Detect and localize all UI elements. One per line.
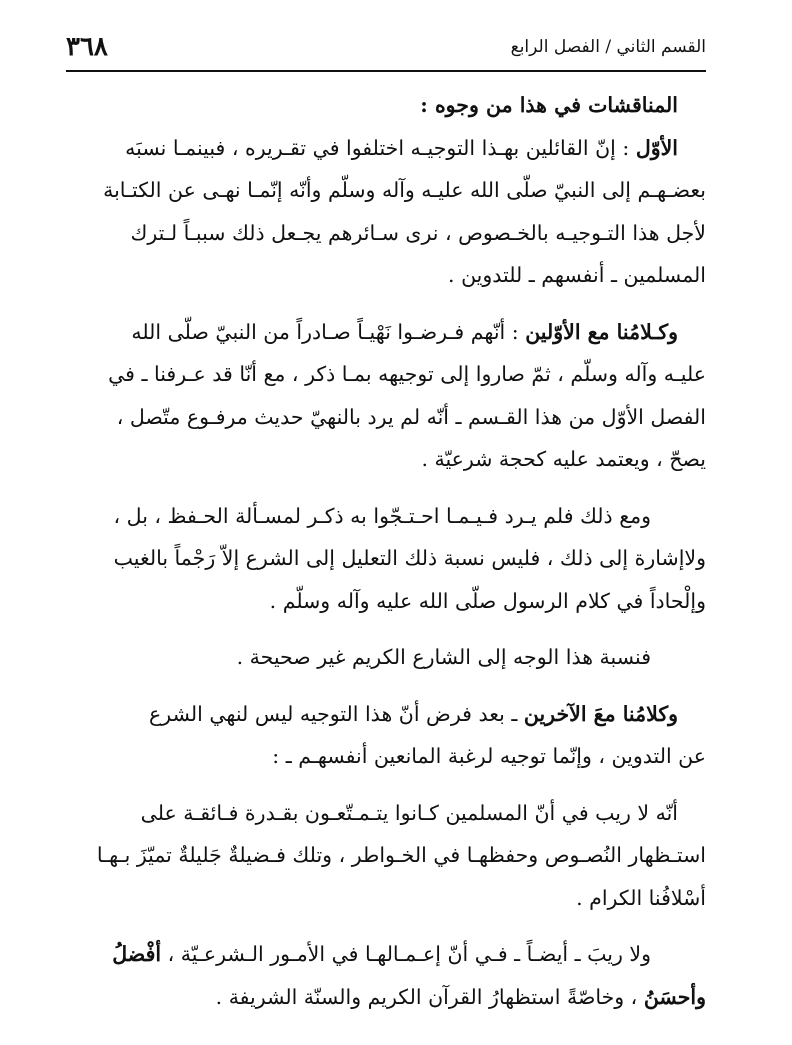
page-body <box>66 84 706 1018</box>
text-line <box>66 127 706 170</box>
lead-term: وكـلامُنا مع الأوّلين <box>525 319 678 344</box>
text-line: فنسبة هذا الوجه إلى الشارع الكريم غير صحيحة . <box>236 645 651 669</box>
text-line: يصحّ ، ويعتمد عليه كحجة شرعيّة . <box>421 447 706 471</box>
line-text: ولا ريبَ ـ أيضـاً ـ فـي أنّ إعـمـالهـا في الأمـور الـشرعـيّة ، <box>161 942 651 966</box>
header-rule <box>66 70 706 72</box>
text-line: استـظهار النُصـوص وحفظهـا في الخـواطر ، وتلك فـضيلةٌ جَليلةٌ تميّزَ بـهـا <box>96 843 706 867</box>
text-line: ومع ذلك فلم يـرد فـيـمـا احـتـجّوا به ذكـر لمسـألة الحـفظ ، بل ، <box>113 503 651 528</box>
text-line <box>66 976 706 1019</box>
line-text: ، وخاصّةً استظهارُ القرآن الكريم والسنّة الشريفة . <box>215 984 644 1009</box>
line-text: ـ بعد فرض أنّ هذا التوجيه ليس لنهي الشرع <box>149 701 524 726</box>
text-line: لأجل هذا التـوجيـه بالخـصوص ، نرى سـائرهم يجـعل ذلك سببـاً لـترك <box>130 220 706 245</box>
section-label: القسم الثاني / الفصل الرابع <box>510 37 706 57</box>
text-line <box>66 311 706 354</box>
paragraph-first-point <box>66 127 706 297</box>
line-text: : أنّهم فـرضـوا نَهْيـاً صـادراً من النبيّ صلّى الله <box>131 319 526 344</box>
emphasis-term: أفْضلُ <box>112 942 162 966</box>
paragraph-ability <box>66 792 706 920</box>
text-line: المسلمين ـ أنفسهم ـ للتدوين . <box>448 263 706 287</box>
text-line: عليـه وآله وسلّم ، ثمّ صاروا إلى توجيهه بمـا ذكر ، مع أنّا قد عـرفنا ـ في <box>108 362 706 386</box>
page-number: ٣٦٨ <box>66 32 108 62</box>
paragraph-memorization <box>66 495 706 623</box>
line-text: : إنّ القائلين بهـذا التوجيـه اختلفوا في تقـريره ، فبينمـا نسبَه <box>125 135 636 160</box>
text-line: الفصل الأوّل من هذا القـسم ـ أنّه لم يرد بالنهيّ حديث مرفـوع متّصل ، <box>116 404 706 429</box>
text-line: وإلْحاداً في كلام الرسول صلّى الله عليه وآله وسلّم . <box>269 588 706 613</box>
emphasis-term: وأحسَنُ <box>643 984 706 1009</box>
running-head <box>66 30 706 64</box>
lead-term: وكلامُنا معَ الآخرين <box>523 701 678 726</box>
text-line: عن التدوين ، وإنّما توجيه لرغبة المانعين أنفسهـم ـ : <box>272 744 706 768</box>
paragraph-final <box>66 933 706 1018</box>
paragraph-first-group <box>66 311 706 481</box>
paragraph-second-group <box>66 693 706 778</box>
text-line <box>66 693 706 736</box>
text-line: أنّه لا ريب في أنّ المسلمين كـانوا يتـمـتّعـون بقـدرة فـائقـة على <box>140 800 678 825</box>
text-line <box>66 933 706 976</box>
text-line: بعضـهـم إلى النبيّ صلّى الله عليـه وآله وسلّم وأنّه إنّمـا نهـى عن الكتـابة <box>103 178 706 202</box>
section-heading: المناقشات في هذا من وجوه : <box>420 93 678 117</box>
text-line: أسْلافُنا الكرام . <box>576 885 706 910</box>
text-line: ولاإشارة إلى ذلك ، فليس نسبة ذلك التعليل إلى الشرع إلاّ رَجْماً بالغيب <box>113 546 706 570</box>
lead-term: الأوّل <box>635 135 678 160</box>
paragraph-conclusion <box>66 636 706 679</box>
